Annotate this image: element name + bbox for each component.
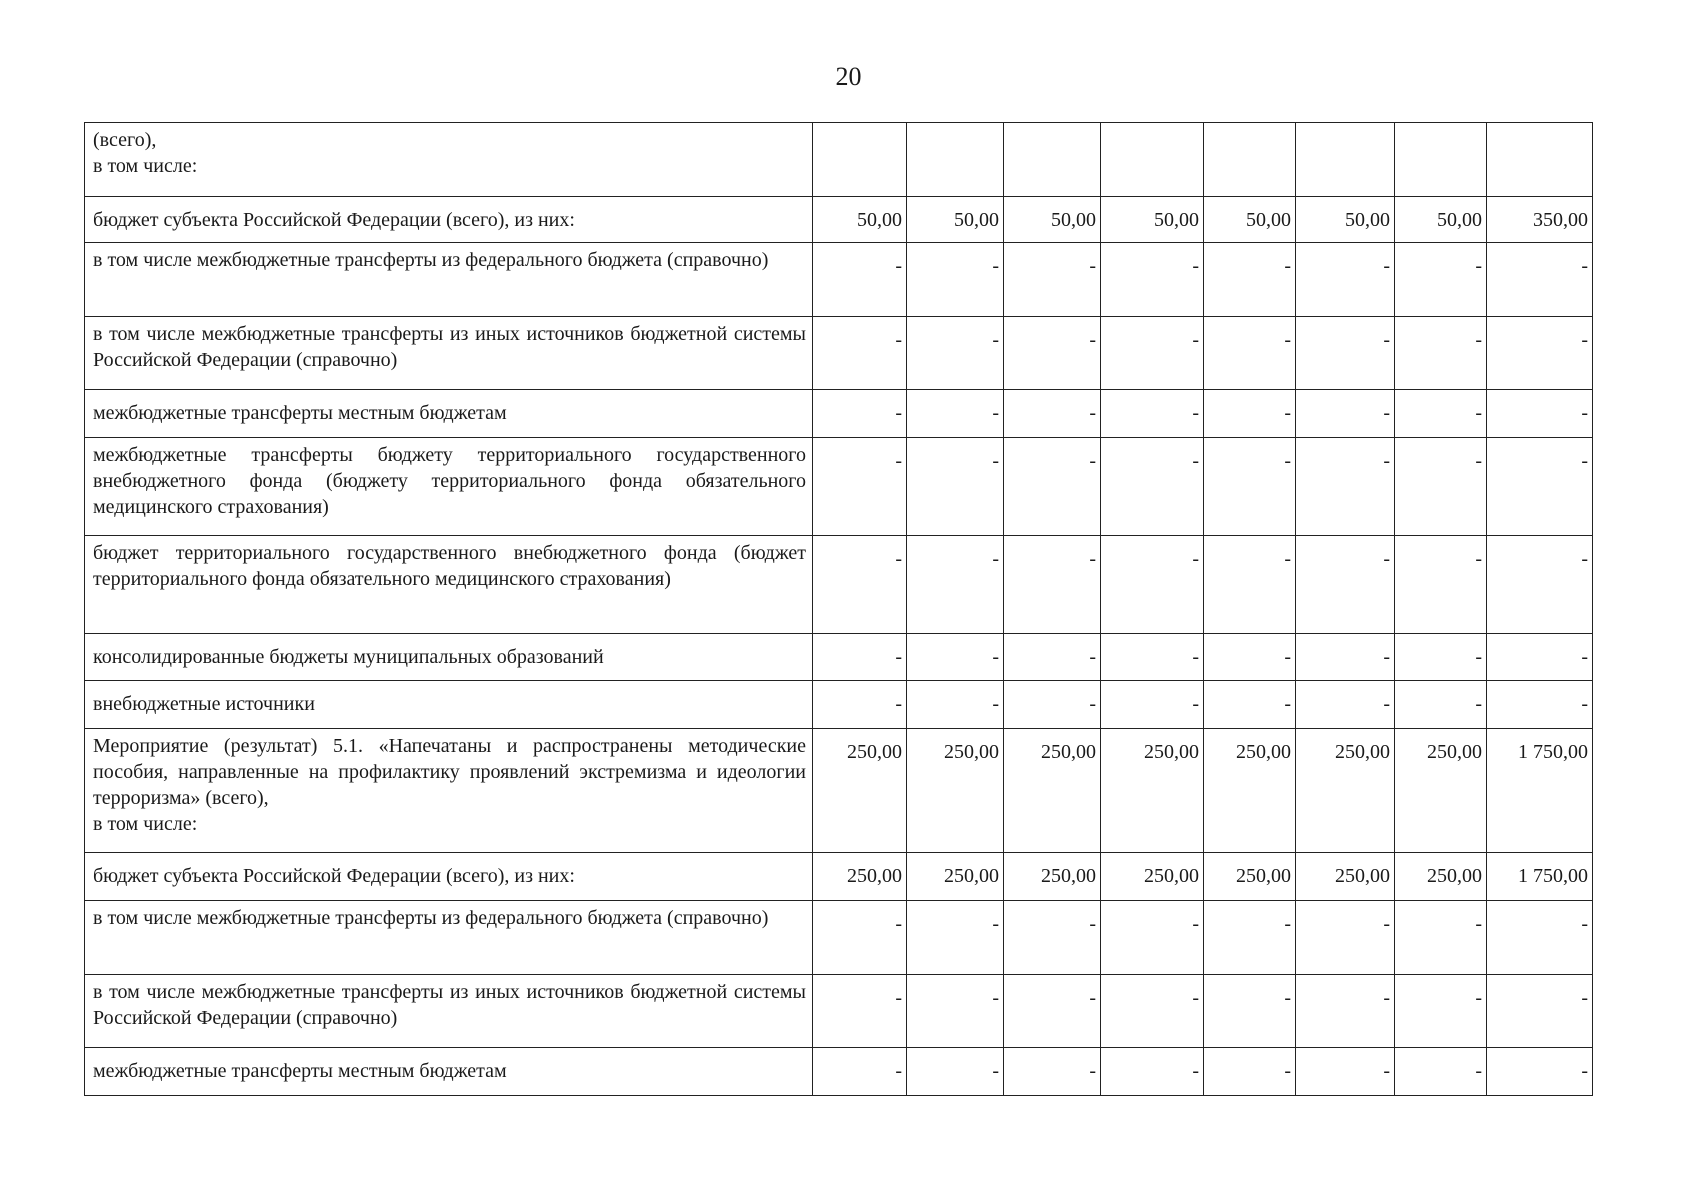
value-cell: - bbox=[1204, 975, 1296, 1048]
value-cell: - bbox=[1204, 681, 1296, 729]
value-cell: - bbox=[907, 634, 1004, 681]
value-cell: 250,00 bbox=[1296, 729, 1395, 853]
value-cell: - bbox=[1204, 536, 1296, 634]
value-cell: - bbox=[1204, 390, 1296, 438]
value-cell: 250,00 bbox=[1395, 729, 1487, 853]
row-label: бюджет территориального государственного внебюджетного фонда (бюджет территориального фонда обязательного медицинского страхования) bbox=[85, 536, 813, 634]
value-cell: - bbox=[1204, 1048, 1296, 1096]
value-cell bbox=[907, 123, 1004, 197]
value-cell: - bbox=[1101, 536, 1204, 634]
value-cell: 250,00 bbox=[1101, 729, 1204, 853]
value-cell: - bbox=[813, 901, 907, 975]
value-cell: - bbox=[1004, 438, 1101, 536]
row-label: Мероприятие (результат) 5.1. «Напечатаны и распространены методические пособия, направленные на профилактику проявлений экстремизма и идеологии терроризма» (всего), в том числе: bbox=[85, 729, 813, 853]
value-cell: - bbox=[813, 438, 907, 536]
row-label: в том числе межбюджетные трансферты из федерального бюджета (справочно) bbox=[85, 901, 813, 975]
table-row bbox=[85, 681, 1593, 729]
value-cell: - bbox=[1395, 975, 1487, 1048]
value-cell: - bbox=[1204, 634, 1296, 681]
value-cell: 50,00 bbox=[907, 197, 1004, 243]
page-number: 20 bbox=[835, 62, 862, 91]
table-row bbox=[85, 901, 1593, 975]
value-cell: 50,00 bbox=[1296, 197, 1395, 243]
value-cell bbox=[1296, 123, 1395, 197]
value-cell: - bbox=[1395, 634, 1487, 681]
value-cell: - bbox=[813, 536, 907, 634]
value-cell bbox=[1204, 123, 1296, 197]
value-cell bbox=[1004, 123, 1101, 197]
value-cell: 250,00 bbox=[813, 729, 907, 853]
value-cell: - bbox=[1487, 390, 1593, 438]
value-cell: - bbox=[1395, 243, 1487, 317]
row-label: межбюджетные трансферты местным бюджетам bbox=[85, 390, 813, 438]
value-cell: 250,00 bbox=[1204, 853, 1296, 901]
value-cell: - bbox=[1204, 901, 1296, 975]
value-cell: - bbox=[1004, 1048, 1101, 1096]
value-cell: 250,00 bbox=[813, 853, 907, 901]
value-cell: 350,00 bbox=[1487, 197, 1593, 243]
value-cell: - bbox=[1204, 438, 1296, 536]
value-cell: - bbox=[907, 681, 1004, 729]
value-cell: - bbox=[813, 243, 907, 317]
value-cell: - bbox=[1101, 681, 1204, 729]
value-cell: - bbox=[1004, 317, 1101, 390]
value-cell bbox=[1101, 123, 1204, 197]
value-cell: - bbox=[1296, 317, 1395, 390]
row-label: межбюджетные трансферты местным бюджетам bbox=[85, 1048, 813, 1096]
value-cell: - bbox=[1487, 634, 1593, 681]
value-cell: - bbox=[1004, 681, 1101, 729]
value-cell: 250,00 bbox=[907, 853, 1004, 901]
value-cell: - bbox=[1296, 1048, 1395, 1096]
table-row bbox=[85, 975, 1593, 1048]
table-row bbox=[85, 243, 1593, 317]
table-row bbox=[85, 853, 1593, 901]
value-cell: - bbox=[1004, 975, 1101, 1048]
budget-table bbox=[84, 122, 1593, 1096]
value-cell: - bbox=[1296, 901, 1395, 975]
value-cell: - bbox=[1296, 438, 1395, 536]
value-cell: - bbox=[1487, 975, 1593, 1048]
value-cell: - bbox=[1004, 390, 1101, 438]
value-cell: - bbox=[1101, 438, 1204, 536]
value-cell: - bbox=[1296, 975, 1395, 1048]
value-cell: - bbox=[1487, 901, 1593, 975]
value-cell bbox=[1487, 123, 1593, 197]
value-cell: - bbox=[907, 1048, 1004, 1096]
value-cell: - bbox=[1101, 1048, 1204, 1096]
value-cell: - bbox=[1296, 536, 1395, 634]
value-cell: 250,00 bbox=[1296, 853, 1395, 901]
value-cell: 50,00 bbox=[1101, 197, 1204, 243]
value-cell: - bbox=[1004, 634, 1101, 681]
value-cell: - bbox=[1204, 243, 1296, 317]
row-label: в том числе межбюджетные трансферты из иных источников бюджетной системы Российской Федерации (справочно) bbox=[85, 975, 813, 1048]
table-row bbox=[85, 438, 1593, 536]
value-cell: - bbox=[1101, 634, 1204, 681]
value-cell: - bbox=[1296, 390, 1395, 438]
value-cell: 1 750,00 bbox=[1487, 853, 1593, 901]
table-row bbox=[85, 1048, 1593, 1096]
value-cell: - bbox=[907, 536, 1004, 634]
value-cell: - bbox=[1395, 438, 1487, 536]
value-cell: - bbox=[813, 634, 907, 681]
value-cell: - bbox=[1004, 243, 1101, 317]
value-cell: - bbox=[813, 317, 907, 390]
value-cell: - bbox=[1101, 975, 1204, 1048]
value-cell: 50,00 bbox=[1204, 197, 1296, 243]
value-cell: 50,00 bbox=[1395, 197, 1487, 243]
value-cell: - bbox=[907, 317, 1004, 390]
value-cell: 250,00 bbox=[907, 729, 1004, 853]
row-label: бюджет субъекта Российской Федерации (всего), из них: bbox=[85, 197, 813, 243]
table-row bbox=[85, 390, 1593, 438]
value-cell: 50,00 bbox=[813, 197, 907, 243]
value-cell: 250,00 bbox=[1004, 853, 1101, 901]
value-cell: - bbox=[1487, 438, 1593, 536]
value-cell: 250,00 bbox=[1395, 853, 1487, 901]
row-label: межбюджетные трансферты бюджету территориального государственного внебюджетного фонда (бюджету территориального фонда обязательного медицинского страхования) bbox=[85, 438, 813, 536]
row-label: бюджет субъекта Российской Федерации (всего), из них: bbox=[85, 853, 813, 901]
value-cell: - bbox=[1296, 681, 1395, 729]
row-label: консолидированные бюджеты муниципальных образований bbox=[85, 634, 813, 681]
value-cell: - bbox=[1395, 681, 1487, 729]
row-label: в том числе межбюджетные трансферты из федерального бюджета (справочно) bbox=[85, 243, 813, 317]
value-cell: - bbox=[907, 390, 1004, 438]
value-cell: - bbox=[813, 1048, 907, 1096]
value-cell bbox=[813, 123, 907, 197]
value-cell: - bbox=[1487, 536, 1593, 634]
value-cell: - bbox=[907, 438, 1004, 536]
value-cell: 250,00 bbox=[1101, 853, 1204, 901]
value-cell: 1 750,00 bbox=[1487, 729, 1593, 853]
value-cell: - bbox=[1395, 536, 1487, 634]
table-row bbox=[85, 729, 1593, 853]
value-cell: - bbox=[1296, 243, 1395, 317]
value-cell: - bbox=[1487, 681, 1593, 729]
value-cell: - bbox=[1204, 317, 1296, 390]
value-cell: - bbox=[1487, 243, 1593, 317]
value-cell: - bbox=[1395, 901, 1487, 975]
value-cell: - bbox=[907, 975, 1004, 1048]
value-cell: - bbox=[813, 975, 907, 1048]
table-body bbox=[85, 123, 1593, 1096]
table-row bbox=[85, 197, 1593, 243]
row-label: (всего), в том числе: bbox=[85, 123, 813, 197]
table-row bbox=[85, 123, 1593, 197]
value-cell: - bbox=[813, 390, 907, 438]
table-row bbox=[85, 317, 1593, 390]
value-cell: - bbox=[1296, 634, 1395, 681]
table-row bbox=[85, 536, 1593, 634]
row-label: внебюджетные источники bbox=[85, 681, 813, 729]
value-cell: - bbox=[1487, 1048, 1593, 1096]
value-cell: - bbox=[907, 243, 1004, 317]
value-cell: - bbox=[1395, 317, 1487, 390]
value-cell: - bbox=[1101, 390, 1204, 438]
value-cell: - bbox=[907, 901, 1004, 975]
value-cell: - bbox=[1101, 901, 1204, 975]
value-cell: - bbox=[1004, 901, 1101, 975]
value-cell: - bbox=[1395, 1048, 1487, 1096]
value-cell: 250,00 bbox=[1204, 729, 1296, 853]
value-cell: - bbox=[1101, 243, 1204, 317]
table-row bbox=[85, 634, 1593, 681]
value-cell: 250,00 bbox=[1004, 729, 1101, 853]
value-cell: - bbox=[1395, 390, 1487, 438]
value-cell: - bbox=[1101, 317, 1204, 390]
value-cell: - bbox=[813, 681, 907, 729]
row-label: в том числе межбюджетные трансферты из иных источников бюджетной системы Российской Федерации (справочно) bbox=[85, 317, 813, 390]
value-cell: 50,00 bbox=[1004, 197, 1101, 243]
value-cell: - bbox=[1004, 536, 1101, 634]
value-cell: - bbox=[1487, 317, 1593, 390]
value-cell bbox=[1395, 123, 1487, 197]
